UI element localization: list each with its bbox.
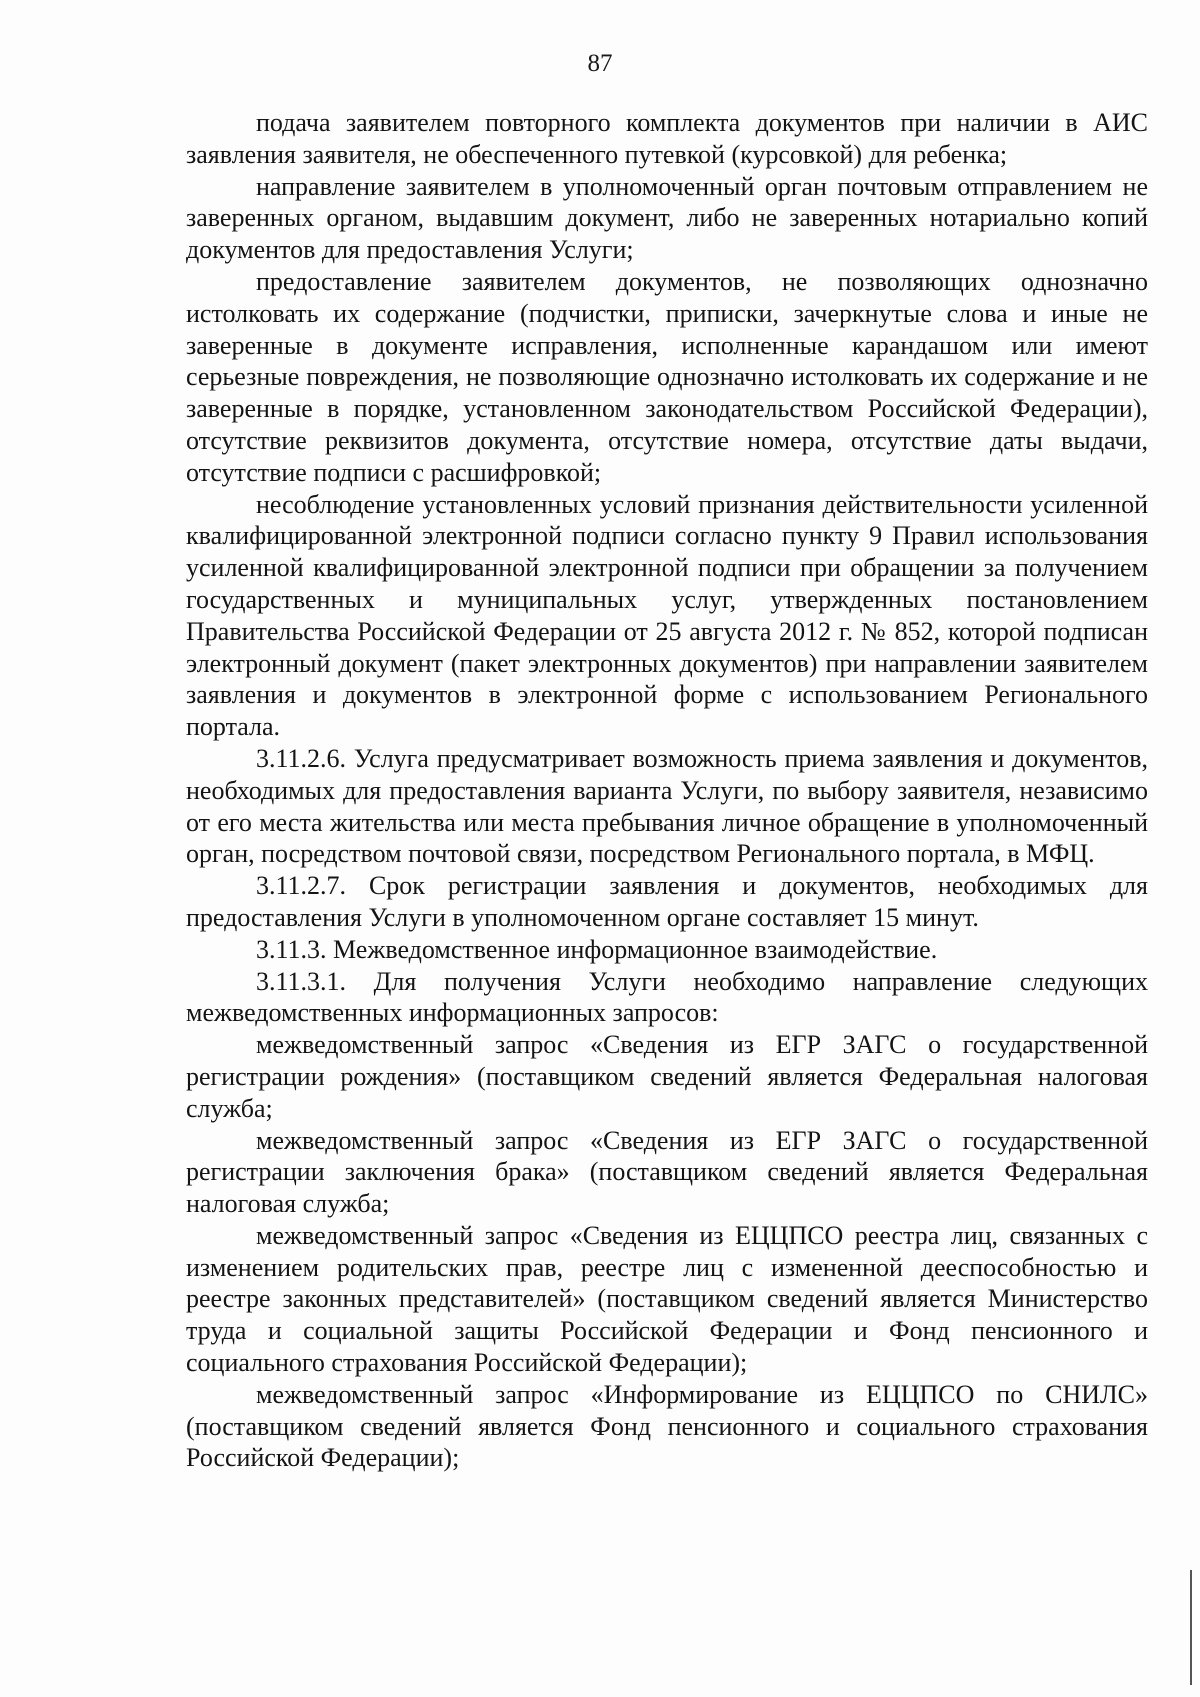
paragraph: 3.11.2.6. Услуга предусматривает возможность приема заявления и документов, необходимых для предоставления варианта Услуги, по выбору заявителя, независимо от его места жительства или места пребывания личное обращение в уполномоченный орган, посредством почтовой связи, посредством Регионального портала, в МФЦ. [186,743,1148,869]
paragraph: 3.11.3. Межведомственное информационное взаимодействие. [256,934,938,964]
paragraph: межведомственный запрос «Информирование из ЕЦЦПСО по СНИЛС» (поставщиком сведений является Фонд пенсионного и социального страхования Российской Федерации); [186,1379,1148,1473]
paragraph: межведомственный запрос «Сведения из ЕГР ЗАГС о государственной регистрации рождения» (поставщиком сведений является Федеральная налоговая служба; [186,1030,1148,1123]
paragraph: 3.11.2.7. Срок регистрации заявления и документов, необходимых для предоставления Услуги в уполномоченном органе составляет 15 минут. [186,871,1148,932]
paragraph: 3.11.3.1. Для получения Услуги необходимо направление следующих межведомственных информационных запросов: [186,966,1148,1028]
paragraph: направление заявителем в уполномоченный орган почтовым отправлением не заверенных органом, выдавшим документ, либо не заверенных нотариально копий документов для предоставления Услуги; [186,171,1148,265]
paragraph: межведомственный запрос «Сведения из ЕЦЦПСО реестра лиц, связанных с изменением родительских прав, реестре лиц с измененной дееспособностью и реестре законных представителей» (поставщиком сведений является Министерство труда и социальной защиты Российской Федерации и Фонд пенсионного и социального страхования Российской Федерации); [186,1220,1148,1378]
page-number: 87 [587,50,613,77]
document-body [186,107,1148,1474]
paragraph: предоставление заявителем документов, не позволяющих однозначно истолковать их содержание (подчистки, приписки, зачеркнутые слова и иные не заверенные в документе исправления, исполненные карандашом или имеют серьезные повреждения, не позволяющие однозначно истолковать их содержание и не заверенные в порядке, установленном законодательством Российской Федерации), отсутствие реквизитов документа, отсутствие номера, отсутствие даты выдачи, отсутствие подписи с расшифровкой; [186,266,1148,487]
scan-edge-line [1190,1570,1192,1685]
paragraph: подача заявителем повторного комплекта документов при наличии в АИС заявления заявителя, не обеспеченного путевкой (курсовкой) для ребенка; [186,108,1148,169]
paragraph: несоблюдение установленных условий признания действительности усиленной квалифицированной электронной подписи согласно пункту 9 Правил использования усиленной квалифицированной электронной подписи при обращении за получением государственных и муниципальных услуг, утвержденных постановлением Правительства Российской Федерации от 25 августа 2012 г. № 852, которой подписан электронный документ (пакет электронных документов) при направлении заявителем заявления и документов в электронной форме с использованием Регионального портала. [186,489,1148,742]
paragraph: межведомственный запрос «Сведения из ЕГР ЗАГС о государственной регистрации заключения брака» (поставщиком сведений является Федеральная налоговая служба; [186,1125,1148,1219]
